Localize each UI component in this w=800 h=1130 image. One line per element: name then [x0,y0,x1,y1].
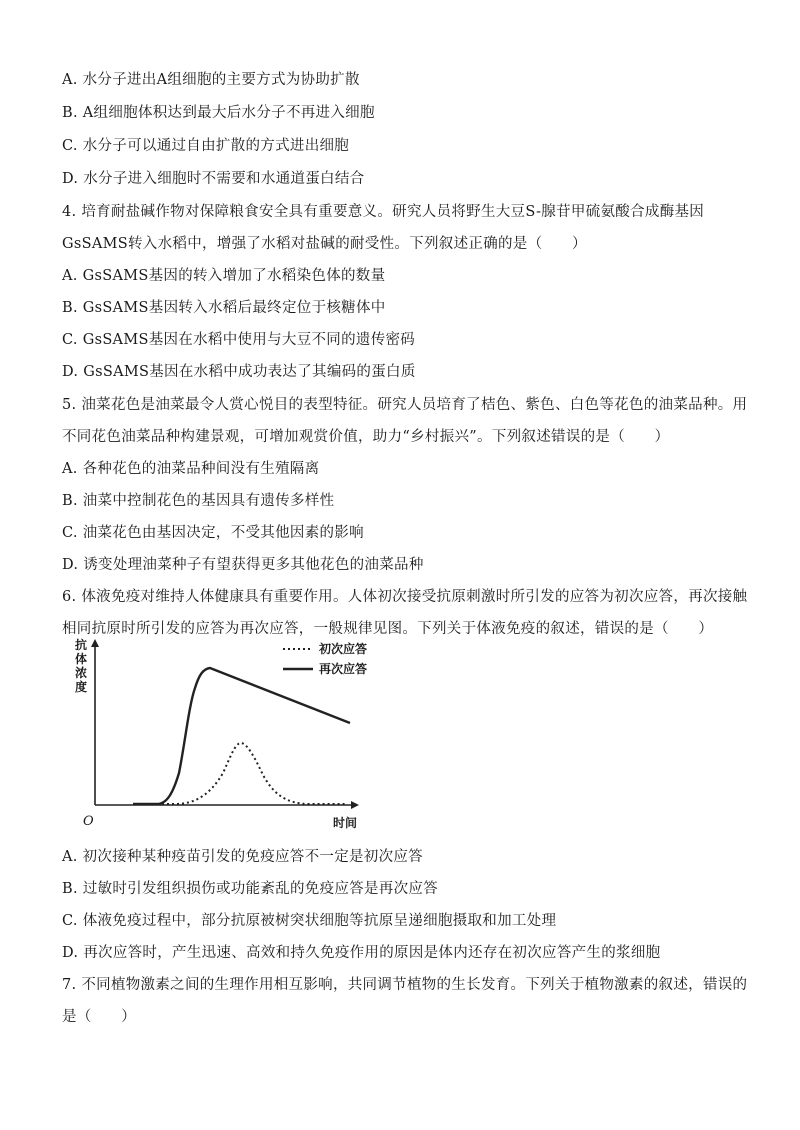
antibody-response-figure [75,633,375,833]
legend-primary-label: 初次应答 [319,642,368,656]
q4-option-d: D. GsSAMS基因在水稻中成功表达了其编码的蛋白质 [62,364,416,380]
y-axis-label-char: 度 [75,680,88,694]
q4-option-b: B. GsSAMS基因转入水稻后最终定位于核糖体中 [62,300,386,316]
q5-stem-line-2: 不同花色油菜品种构建景观，可增加观赏价值，助力“乡村振兴”。下列叙述错误的是（ ） [62,429,670,445]
q4-option-c: C. GsSAMS基因在水稻中使用与大豆不同的遗传密码 [62,332,416,348]
y-axis-arrow [91,639,99,647]
x-axis-label: 时间 [333,816,358,830]
q5-option-c: C. 油菜花色由基因决定，不受其他因素的影响 [62,525,364,541]
q4-stem-line-1: 4. 培育耐盐碱作物对保障粮食安全具有重要意义。研究人员将野生大豆S-腺苷甲硫氨酸合成酶基因 [62,204,705,220]
y-axis-label-char: 抗 [75,638,88,652]
legend-secondary-label: 再次应答 [319,662,368,676]
x-axis-arrow [351,801,359,809]
y-axis-label-char: 体 [75,652,88,666]
q4-option-a: A. GsSAMS基因的转入增加了水稻染色体的数量 [62,268,386,284]
q6-option-d: D. 再次应答时，产生迅速、高效和持久免疫作用的原因是体内还存在初次应答产生的浆细胞 [62,945,661,961]
primary-response-curve [157,743,345,804]
q5-option-a: A. 各种花色的油菜品种间没有生殖隔离 [62,461,320,477]
q6-option-a: A. 初次接种某种疫苗引发的免疫应答不一定是初次应答 [62,849,423,865]
q4-stem-line-2: GsSAMS转入水稻中，增强了水稻对盐碱的耐受性。下列叙述正确的是（ ） [62,236,587,252]
q5-stem-line-1: 5. 油菜花色是油菜最令人赏心悦目的表型特征。研究人员培育了桔色、紫色、白色等花色的油菜品种。用 [62,397,748,413]
q7-stem-line-1: 7. 不同植物激素之间的生理作用相互影响，共同调节植物的生长发育。下列关于植物激素的叙述，错误的 [62,977,748,993]
q5-option-b: B. 油菜中控制花色的基因具有遗传多样性 [62,493,335,509]
y-axis-label-char: 浓 [75,666,88,680]
q3-option-b: B. A组细胞体积达到最大后水分子不再进入细胞 [62,105,375,121]
q6-stem-line-2: 相同抗原时所引发的应答为再次应答，一般规律见图。下列关于体液免疫的叙述，错误的是（ ） [62,621,714,637]
q3-option-d: D. 水分子进入细胞时不需要和水通道蛋白结合 [62,171,365,187]
q5-option-d: D. 诱变处理油菜种子有望获得更多其他花色的油菜品种 [62,557,424,573]
q6-option-b: B. 过敏时引发组织损伤或功能紊乱的免疫应答是再次应答 [62,881,438,897]
q6-option-c: C. 体液免疫过程中，部分抗原被树突状细胞等抗原呈递细胞摄取和加工处理 [62,913,557,929]
secondary-response-curve [133,668,350,804]
origin-label: O [83,814,94,829]
q3-option-a: A. 水分子进出A组细胞的主要方式为协助扩散 [62,72,360,88]
q3-option-c: C. 水分子可以通过自由扩散的方式进出细胞 [62,138,350,154]
q7-stem-line-2: 是（ ） [62,1009,136,1025]
q6-stem-line-1: 6. 体液免疫对维持人体健康具有重要作用。人体初次接受抗原刺激时所引发的应答为初次应答，再次接触 [62,589,748,605]
